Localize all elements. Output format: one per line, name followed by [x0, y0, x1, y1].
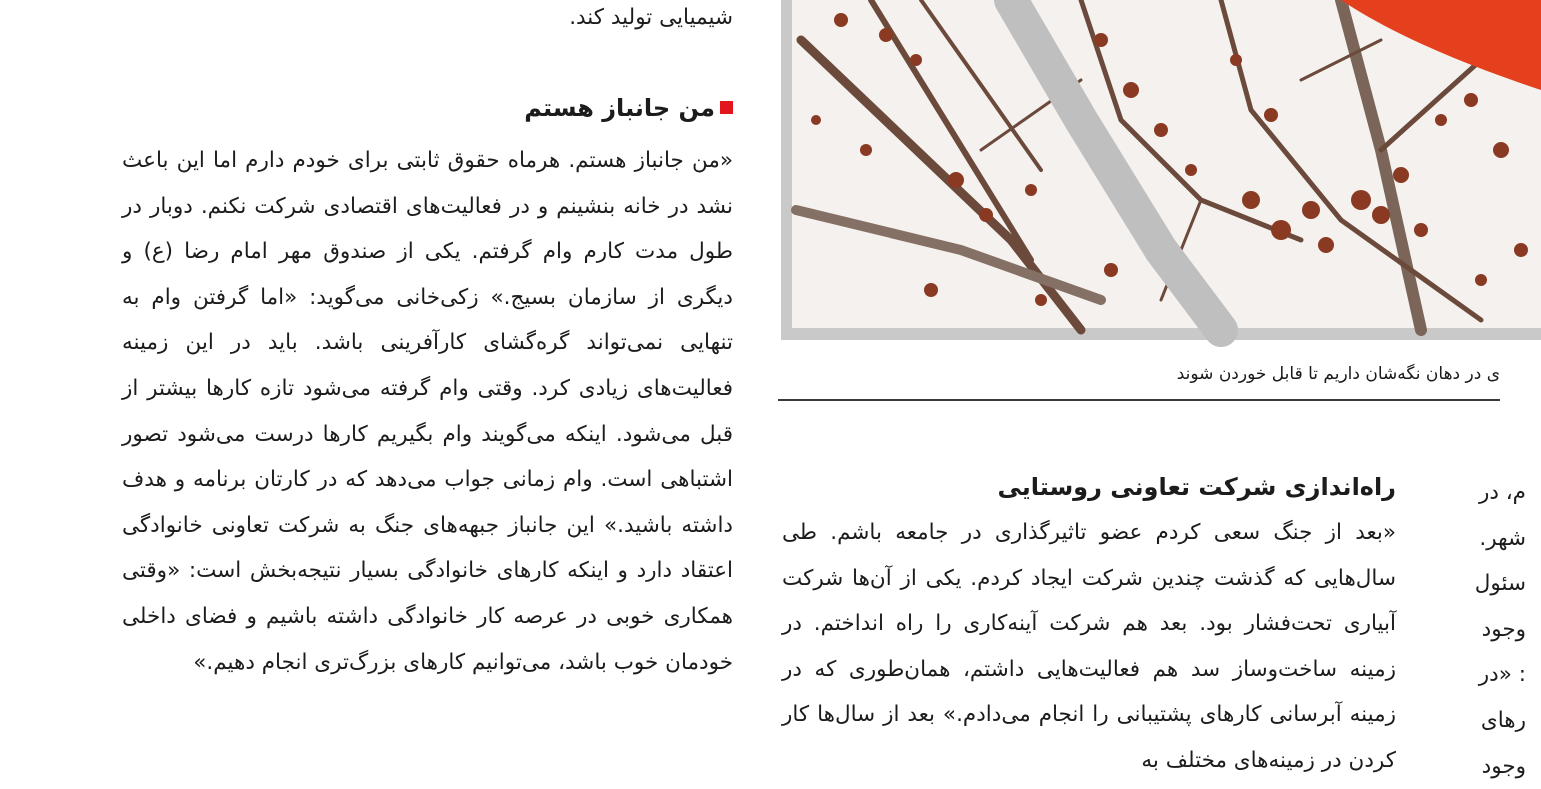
right-column-cutoff	[1436, 470, 1526, 789]
right-line-fragment: : «در	[1478, 662, 1526, 688]
section-heading-text: من جانباز هستم	[524, 94, 715, 122]
photo-caption: ی در دهان نگه‌شان داریم تا قابل خوردن شوند	[1176, 364, 1500, 384]
article-photo	[781, 0, 1541, 340]
right-line-fragment: م، در	[1478, 480, 1526, 505]
right-line-fragment: وجود	[1481, 616, 1526, 642]
article-paragraph-cooperative: «بعد از جنگ سعی کردم عضو تاثیرگذاری در جامعه باشم. طی سال‌هایی که گذشت چندین شرکت ایجاد کردم. یکی از آن‌ها شرکت آبیاری تحت‌فشار بود. بعد هم شرکت آینه‌کاری را راه انداختم. در زمینه ساخت‌وساز سد هم فعالیت‌هایی داشتم، همان‌طوری که در زمینه آبرسانی کارهای پشتیبانی را انجام می‌دادم.» بعد از سال‌ها کار کردن در زمینه‌های مختلف به	[782, 520, 1396, 773]
left-column	[122, 0, 733, 685]
previous-paragraph-ending: شیمیایی تولید کند.	[569, 5, 733, 30]
middle-column	[782, 470, 1396, 784]
photo-tree-with-fruits	[781, 0, 1541, 340]
article-paragraph-veteran: «من جانباز هستم. هرماه حقوق ثابتی برای خودم دارم اما این باعث نشد در خانه بنشینم و در فعالیت‌های اقتصادی شرکت نکنم. دوبار در طول مدت کارم وام گرفتم. یکی از صندوق مهر امام رضا (ع) و دیگری از سازمان بسیج.» زکی‌خانی می‌گوید: «اما گرفتن وام به تنهایی نمی‌تواند گره‌گشای کارآفرینی باشد. باید در این زمینه فعالیت‌های زیادی کرد. وقتی وام گرفته می‌شود تازه کارها بیشتر از قبل می‌شود. اینکه می‌گویند وام بگیریم کارها درست می‌شود تصور اشتباهی است. وام زمانی جواب می‌دهد که در کارتان برنامه و هدف داشته باشید.» این جانباز جبهه‌های جنگ به شرکت تعاونی خانوادگی اعتقاد دارد و اینکه کارهای خانوادگی بسیار نتیجه‌بخش است: «وقتی همکاری خوبی در عرصه کار خانوادگی داشته باشیم و فضای داخلی خودمان خوب باشد، می‌توانیم کارهای بزرگ‌تری انجام دهیم.»	[122, 148, 733, 675]
right-line-fragment: رهای	[1480, 707, 1526, 733]
section-heading-cooperative: راه‌اندازی شرکت تعاونی روستایی	[997, 473, 1396, 501]
right-line-fragment: وجود	[1481, 753, 1526, 779]
red-square-marker-icon	[720, 101, 733, 114]
horizontal-divider	[778, 399, 1500, 401]
section-heading-veteran	[122, 88, 733, 128]
right-line-fragment: شهر.	[1479, 525, 1526, 551]
right-line-fragment: سئول	[1474, 571, 1526, 597]
